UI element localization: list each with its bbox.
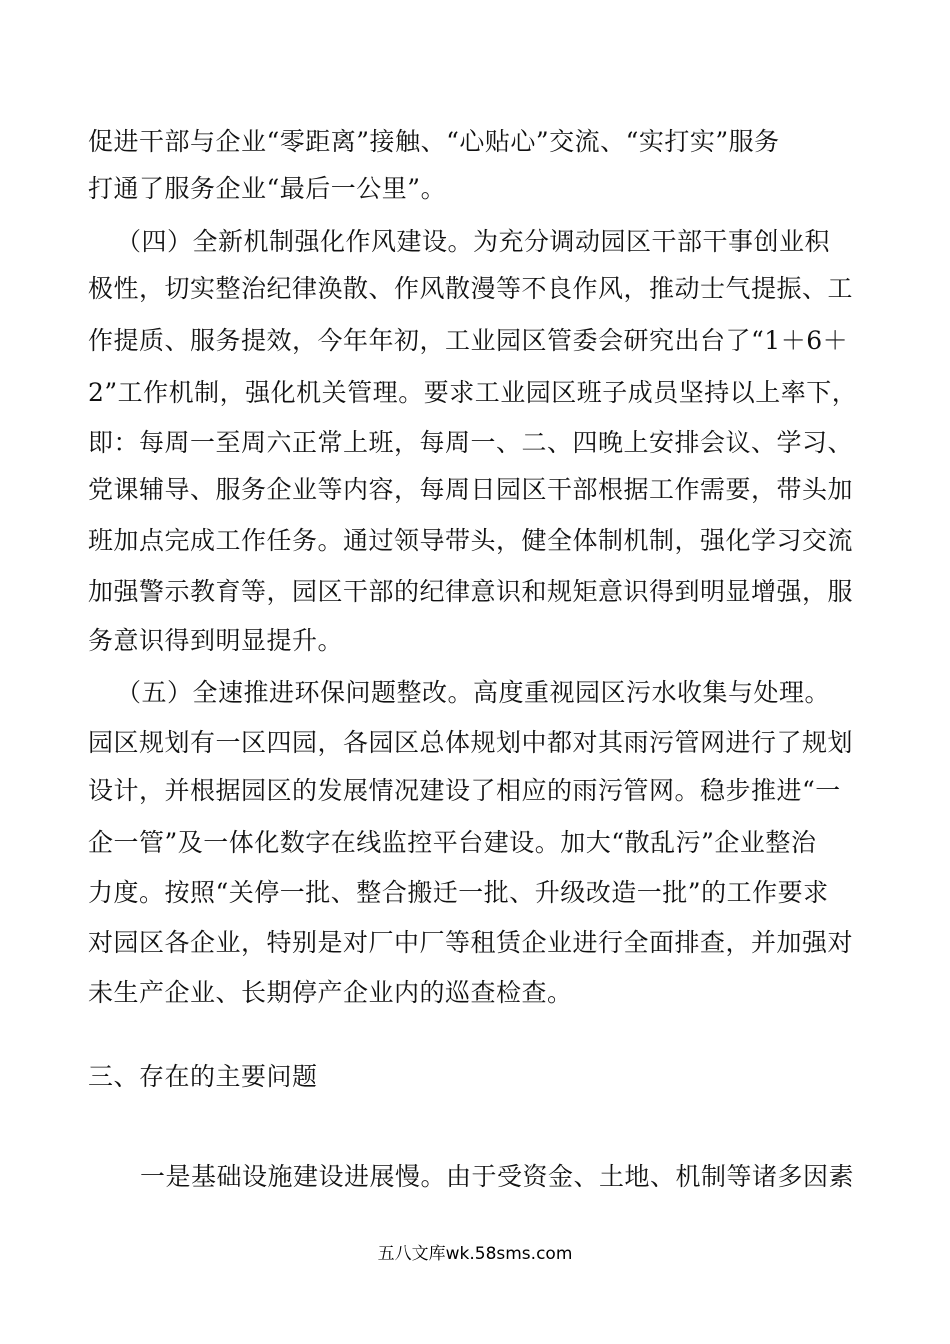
body-text-line: 促进干部与企业“零距离”接触、“心贴心”交流、“实打实”服务 bbox=[88, 127, 780, 156]
body-text-line: 一是基础设施建设进展慢。由于受资金、土地、机制等诸多因素 bbox=[140, 1162, 855, 1191]
body-text-line: 党课辅导、服务企业等内容，每周日园区干部根据工作需要，带头加 bbox=[88, 475, 854, 504]
body-text-line: 班加点完成工作任务。通过领导带头，健全体制机制，强化学习交流 bbox=[88, 526, 854, 555]
body-text-line: 加强警示教育等，园区干部的纪律意识和规矩意识得到明显增强，服 bbox=[88, 577, 854, 606]
body-text-line: 2”工作机制，强化机关管理。要求工业园区班子成员坚持以上率下， bbox=[88, 378, 858, 407]
paragraph-four-heading-line: （四）全新机制强化作风建设。为充分调动园区干部干事创业积 bbox=[116, 227, 831, 256]
footer-watermark: 五八文库wk.58sms.com bbox=[377, 1244, 573, 1264]
paragraph-five-heading-line: （五）全速推进环保问题整改。高度重视园区污水收集与处理。 bbox=[116, 678, 831, 707]
body-text-line: 力度。按照“关停一批、整合搬迁一批、升级改造一批”的工作要求 bbox=[88, 878, 829, 907]
body-text-line: 企一管”及一体化数字在线监控平台建设。加大“散乱污”企业整治 bbox=[88, 828, 817, 857]
body-text-line: 即：每周一至周六正常上班，每周一、二、四晚上安排会议、学习、 bbox=[88, 428, 854, 457]
body-text-line: 对园区各企业，特别是对厂中厂等租赁企业进行全面排查，并加强对 bbox=[88, 928, 854, 957]
body-text-line: 务意识得到明显提升。 bbox=[88, 626, 344, 655]
body-text-line: 园区规划有一区四园，各园区总体规划中都对其雨污管网进行了规划 bbox=[88, 728, 854, 757]
body-text-line: 打通了服务企业“最后一公里”。 bbox=[88, 174, 447, 203]
section-heading: 三、存在的主要问题 bbox=[88, 1062, 318, 1091]
body-text-line: 作提质、服务提效，今年年初，工业园区管委会研究出台了“1＋6＋ bbox=[88, 326, 849, 355]
body-text-line: 未生产企业、长期停产企业内的巡查检查。 bbox=[88, 978, 573, 1007]
body-text-line: 极性，切实整治纪律涣散、作风散漫等不良作风，推动士气提振、工 bbox=[88, 274, 854, 303]
body-text-line: 设计，并根据园区的发展情况建设了相应的雨污管网。稳步推进“一 bbox=[88, 776, 841, 805]
